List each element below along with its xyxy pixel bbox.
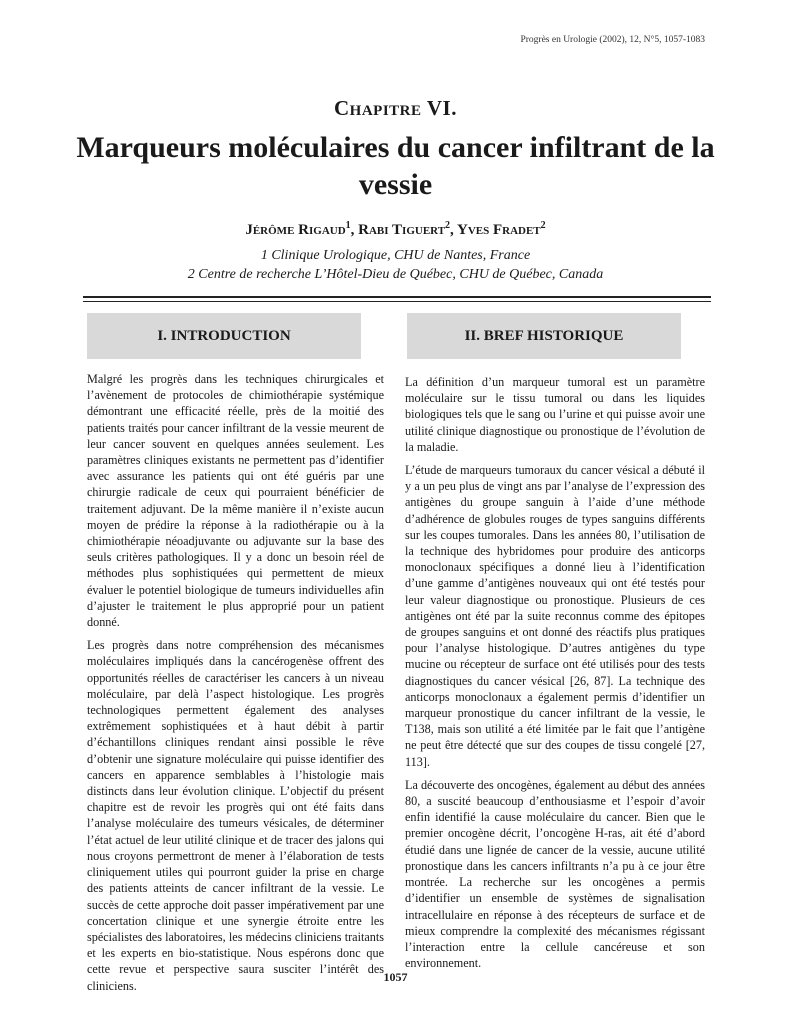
affiliation-quebec: 2 Centre de recherche L’Hôtel-Dieu de Québec, CHU de Québec, Canada xyxy=(187,267,604,282)
author-separator: , xyxy=(450,222,457,238)
body-paragraph: Les progrès dans notre compréhension des mécanismes moléculaires impliqués dans la cancérogenèse offrent des opportunités réelles de caractériser les cancers à un niveau moléculaire, par delà l’aspect histologique. Les progrès technologiques permettent également des analyses extrêmement sophistiquées et à haut débit à partir d’échantillons cliniques rendant ainsi possible le rêve d’obtenir une signature moléculaire qui puisse identifier des cancers en apparence semblables à l’histologie mais distincts dans leur évolution clinique. L’objectif du présent chapitre est de revoir les progrès qui ont été faits dans l’analyse moléculaire des tumeurs vésicales, de déterminer l’état actuel de leur utilité clinique et de tracer des jalons qui nous croyons permettront de mener à l’élaboration de tests cliniquement utiles qui pourront guider la prise en charge des patients atteints de cancer infiltrant de la vessie. Le succès de cette approche doit passer impérativement par une concertation clinique et une synergie étroite entre les spécialistes des laboratoires, les médecins cliniciens traitants et les experts en bio-statistique. Nous espérons donc que cette revue et perspective saura susciter l’intérêt des cliniciens. xyxy=(87,638,384,993)
author-affiliation-ref: 2 xyxy=(540,220,546,231)
right-column xyxy=(405,374,705,978)
author-name: Rabi Tiguert xyxy=(358,222,446,238)
chapter-label: Chapitre VI. xyxy=(334,96,457,120)
author-separator: , xyxy=(350,222,359,238)
author-affiliation-ref: 2 xyxy=(445,220,451,231)
page-number: 1057 xyxy=(383,970,408,984)
author-name: Jérôme Rigaud xyxy=(245,222,346,238)
left-column xyxy=(87,371,384,1001)
chapter-title: Marqueurs moléculaires du cancer infiltrant de la vessie xyxy=(76,131,715,201)
header-divider-thin xyxy=(83,301,711,302)
affiliation-nantes: 1 Clinique Urologique, CHU de Nantes, France xyxy=(260,248,531,263)
body-paragraph: La définition d’un marqueur tumoral est un paramètre moléculaire sur le tissu tumoral ou dans les liquides biologiques tels que le sang ou l’urine et qui puisse avoir une utilité clinique diagnostique ou pronostique de l’évolution de la maladie. xyxy=(405,375,705,454)
section-heading-introduction: I. INTRODUCTION xyxy=(87,313,361,359)
body-paragraph: La découverte des oncogènes, également au début des années 80, a suscité beaucoup d’enthousiasme et l’espoir d’avoir enfin identifié la cause moléculaire du cancer. Bien que le premier oncogène décrit, l’oncogène H-ras, ait été d’abord étudié dans une lignée de cancer de la vessie, aucune utilité pronostique dans les cancers infiltrants n’a pu à ce jour être montrée. La recherche sur les oncogènes a permis d’identifier un ensemble de systèmes de signalisation intracellulaire en réponse à des récepteurs de surface et de mieux comprendre la complexité des mécanismes régissant l’interaction entre la cellule cancéreuse et son environnement. xyxy=(405,777,705,971)
running-head: Progrès en Urologie (2002), 12, N°5, 1057-1083 xyxy=(520,35,705,45)
author-name: Yves Fradet xyxy=(457,222,541,238)
section-heading-historique: II. BREF HISTORIQUE xyxy=(407,313,681,359)
body-paragraph: Malgré les progrès dans les techniques chirurgicales et l’avènement de protocoles de chimiothérapie systémique démontrant une efficacité réelle, près de la moitié des patients traités pour cancer infiltrant de la vessie meurent de leur cancer souvent en quelques années seulement. Les paramètres cliniques existants ne permettent pas d’identifier avec assurance les patients qui ont été guéris par une chirurgie radicale de ceux qui pourraient bénéficier de traitement adjuvant. De la même manière il n’existe aucun moyen de prédire la réponse à la radiothérapie ou à la chimiothérapie néoadjuvante ou adjuvante sur la base des seuls critères pathologiques. Il y a donc un besoin réel de méthodes plus sophistiquées qui permettent de mieux évaluer le potentiel biologique de tumeurs individuelles afin d’ajuster le traitement le plus approprié pour un patient donné. xyxy=(87,372,384,630)
author-affiliation-ref: 1 xyxy=(345,220,351,231)
body-paragraph: L’étude de marqueurs tumoraux du cancer vésical a débuté il y a un peu plus de vingt ans par l’analyse de l’expression des antigènes du groupe sanguin à l’aide d’une méthode d’adhérence de globules rouges de types sanguins différents sur les coupes tumorales. Dans les années 80, l’utilisation de la technique des hybridomes pour produire des anticorps monoclonaux spécifiques a donné lieu à l’identification d’une gamme d’antigènes nouveaux qui ont été testés pour leur valeur diagnostique ou pronostique. Plusieurs de ces antigènes ont été par la suite reconnus comme des épitopes de groupes sanguins et ont donné des réactifs plus pratiques pour l’analyse histologique. D’autres antigènes du type mucine ou récepteur de surface ont été utilisés pour des tests diagnostiques du cancer vésical [26, 87]. La technique des anticorps monoclonaux a également permis d’identifier un marqueur pronostique du cancer infiltrant de la vessie, le T138, mais son utilité a été limitée par le fait que l’antigène ne peut être détecté que sur des coupes de tissu congelé [27, 113]. xyxy=(405,463,705,769)
header-divider-thick xyxy=(83,296,711,298)
author-list xyxy=(0,220,791,239)
